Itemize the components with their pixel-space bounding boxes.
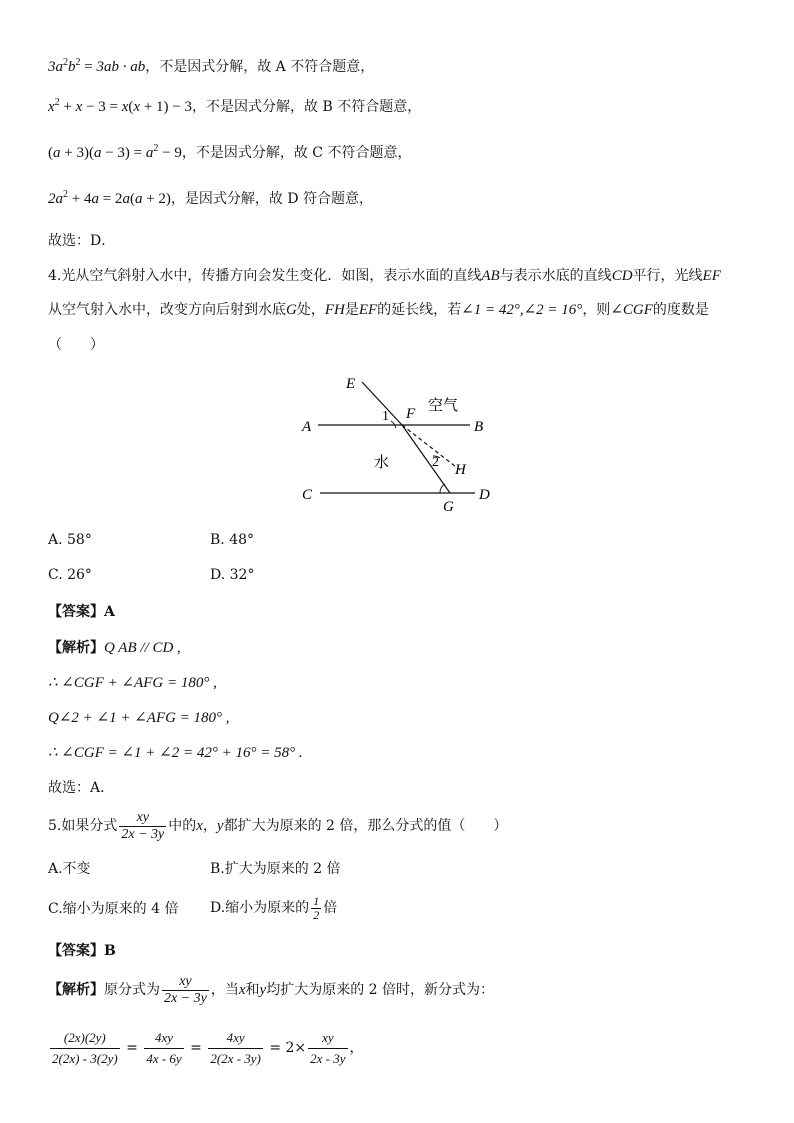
q5-step-fraction-2: $\frac{4xy}{4x - 6y}$ — [144, 1028, 183, 1069]
label-air: 空气 — [428, 398, 459, 414]
label-e: E — [346, 376, 356, 392]
formula-a: $3a^2b^2 = 3ab$ · ab — [48, 57, 146, 75]
q5-stem: 5.如果分式 $\frac{xy}{2x - 3y}$ 中的x，y都扩大为原来的 2 倍，那么分式的值（ ） — [48, 809, 508, 842]
line-d-text: ，是因式分解，故 D 符合题意， — [170, 191, 374, 207]
q4-option-d: D. 32° — [210, 567, 255, 583]
q4-answer: 【答案】A — [48, 604, 115, 620]
q5-fraction: $\frac{xy}{2x - 3y}$ — [121, 809, 165, 842]
q5-step-fraction-1: $\frac{(2x)(2y)}{2(2x) - 3(2y)}$ — [50, 1028, 120, 1069]
ray-fg — [402, 425, 450, 493]
q4-option-a: A. 58° — [48, 532, 92, 548]
q4-analysis-step4: ∴ ∠CGF = ∠1 + ∠2 = 42° + 16° = 58° . — [48, 745, 303, 761]
q4-option-b: B. 48° — [210, 532, 255, 548]
label-h: H — [455, 462, 466, 478]
q4-analysis-step2: ∴ ∠CGF + ∠AFG = 180° , — [48, 675, 217, 691]
formula-c: $(a + 3)(a - 3) = a^2 - 9$ — [48, 143, 182, 161]
solution-line-d — [48, 188, 373, 210]
line-a-text: ，不是因式分解，故 A 不符合题意， — [145, 59, 375, 75]
solution-line-a — [48, 56, 374, 78]
q4-option-c: C. 26° — [48, 567, 92, 583]
select-answer-prev: 故选：D． — [48, 233, 116, 249]
formula-b: $x^2 + x - 3 = x(x + 1) - 3$ — [48, 97, 192, 115]
q5-option-c: C.缩小为原来的 4 倍 — [48, 901, 179, 917]
line-c-text: ，不是因式分解，故 C 不符合题意， — [181, 145, 412, 161]
label-angle-2: 2 — [432, 455, 439, 470]
label-g: G — [443, 499, 454, 515]
q4-stem-line1: 4.光从空气斜射入水中，传播方向会发生变化．如图，表示水面的直线AB与表示水底的直线CD平行，光线EF — [48, 268, 721, 284]
q4-select: 故选：A． — [48, 780, 115, 796]
ray-fh-dashed — [402, 425, 460, 470]
q5-option-a: A.不变 — [48, 861, 91, 877]
q5-option-d: D.缩小为原来的 $\frac{1}{2}$ 倍 — [210, 893, 338, 922]
q5-analysis-line1: 【解析】原分式为 $\frac{xy}{2x - 3y}$ ，当x和y均扩大为原来的 2 倍时，新分式为： — [48, 973, 495, 1006]
q5-step-fraction-3: $\frac{4xy}{2(2x - 3y)}$ — [208, 1028, 263, 1069]
q5-option-b: B.扩大为原来的 2 倍 — [210, 861, 341, 877]
q5-analysis-line2: $\frac{(2x)(2y)}{2(2x) - 3(2y)}$ = $\frac{4xy}{4x - 6y}$ = $\frac{4xy}{2(2x - 3y)}$ = 2× $\frac{xy}{2x - 3y}$ ， — [48, 1026, 364, 1070]
q4-analysis-step3: Q∠2 + ∠1 + ∠AFG = 180° , — [48, 710, 230, 726]
label-c: C — [302, 487, 313, 503]
label-a: A — [302, 419, 312, 435]
label-b: B — [474, 419, 484, 435]
line-b-text: ，不是因式分解，故 B 不符合题意， — [192, 99, 422, 115]
solution-line-b — [48, 96, 421, 118]
q5-original-fraction: $\frac{xy}{2x - 3y}$ — [164, 973, 207, 1006]
label-water: 水 — [374, 455, 390, 471]
q5-step-fraction-4: $\frac{xy}{2x - 3y}$ — [308, 1028, 347, 1069]
q4-stem-line2: 从空气射入水中，改变方向后射到水底G处，FH是EF的延长线，若∠1 = 42°,∠2 = 16°，则∠CGF的度数是 — [48, 302, 709, 318]
q4-analysis-step1: 【解析】Q AB // CD , — [48, 640, 181, 656]
solution-line-c — [48, 142, 411, 164]
half-fraction: $\frac{1}{2}$ — [313, 893, 320, 922]
label-angle-1: 1 — [382, 409, 389, 424]
q5-answer: 【答案】B — [48, 943, 116, 959]
formula-d: $2a^2 + 4a = 2a(a + 2)$ — [48, 189, 171, 207]
refraction-figure — [290, 370, 510, 520]
label-d: D — [479, 487, 490, 503]
label-f: F — [406, 406, 416, 422]
q4-answer-paren: （ ） — [48, 337, 104, 353]
